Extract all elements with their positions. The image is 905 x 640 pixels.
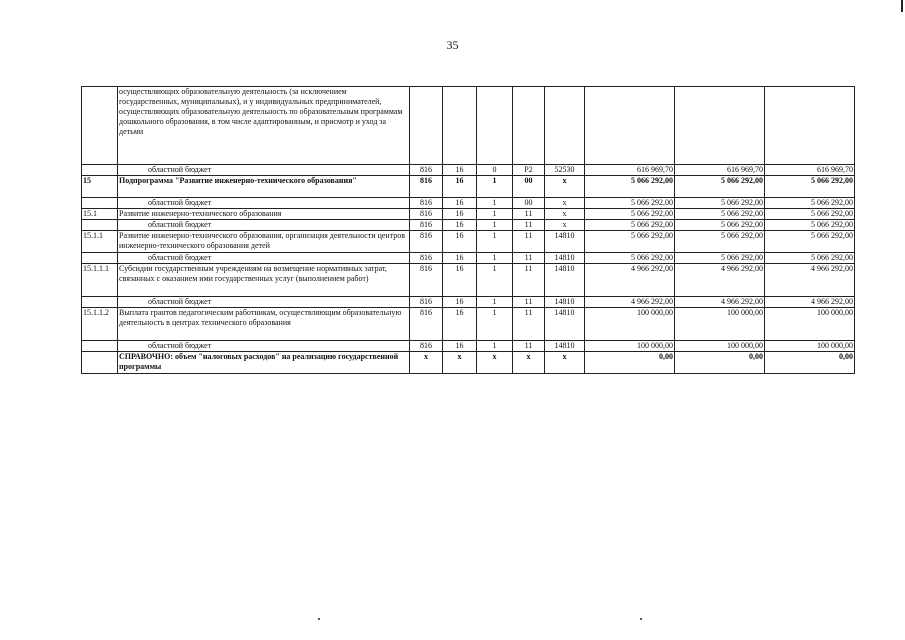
code-program-cell: 11 (513, 264, 545, 297)
description-cell: областной бюджет (118, 297, 410, 308)
row-number-cell: 15.1.1.1 (82, 264, 118, 297)
description-cell: Выплата грантов педагогическим работникам, осуществляющим образовательную деятельность в центрах технического образования (118, 308, 410, 341)
amount-year1-cell: 5 066 292,00 (585, 176, 675, 198)
code-section-cell: 16 (443, 165, 477, 176)
amount-year2-cell: 0,00 (675, 352, 765, 374)
scan-speck (318, 618, 320, 620)
code-program-cell: 11 (513, 253, 545, 264)
code-section-cell: 16 (443, 220, 477, 231)
amount-year2-cell: 5 066 292,00 (675, 198, 765, 209)
code-program-cell: 11 (513, 209, 545, 220)
code-ministry-cell: 816 (410, 264, 443, 297)
row-number-cell (82, 352, 118, 374)
code-section-cell (443, 87, 477, 165)
table-row (82, 253, 855, 264)
code-ministry-cell: 816 (410, 308, 443, 341)
amount-year2-cell: 5 066 292,00 (675, 253, 765, 264)
code-section-cell: 16 (443, 264, 477, 297)
amount-year3-cell: 100 000,00 (765, 341, 855, 352)
table-row (82, 231, 855, 253)
description-cell: областной бюджет (118, 341, 410, 352)
row-number-cell (82, 198, 118, 209)
code-program-cell: 00 (513, 176, 545, 198)
code-subsection-cell: 1 (477, 220, 513, 231)
code-direction-cell: x (545, 220, 585, 231)
code-subsection-cell: 1 (477, 341, 513, 352)
table-row (82, 87, 855, 165)
code-subsection-cell: 1 (477, 209, 513, 220)
amount-year1-cell: 5 066 292,00 (585, 198, 675, 209)
description-cell: Подпрограмма "Развитие инженерно-технического образования" (118, 176, 410, 198)
code-ministry-cell: 816 (410, 231, 443, 253)
row-number-cell (82, 297, 118, 308)
amount-year1-cell: 5 066 292,00 (585, 209, 675, 220)
code-subsection-cell: 1 (477, 264, 513, 297)
code-subsection-cell: 1 (477, 231, 513, 253)
amount-year3-cell: 4 966 292,00 (765, 264, 855, 297)
amount-year2-cell: 5 066 292,00 (675, 231, 765, 253)
code-section-cell: 16 (443, 341, 477, 352)
description-cell: Развитие инженерно-технического образования, организация деятельности центров инженерно-технического образования детей (118, 231, 410, 253)
description-cell: областной бюджет (118, 198, 410, 209)
code-direction-cell: x (545, 352, 585, 374)
amount-year2-cell: 616 969,70 (675, 165, 765, 176)
budget-table-body (82, 87, 855, 374)
code-section-cell: 16 (443, 176, 477, 198)
code-section-cell: 16 (443, 297, 477, 308)
description-cell: областной бюджет (118, 220, 410, 231)
code-section-cell: 16 (443, 253, 477, 264)
amount-year3-cell: 5 066 292,00 (765, 176, 855, 198)
amount-year3-cell: 5 066 292,00 (765, 231, 855, 253)
code-direction-cell: 14810 (545, 264, 585, 297)
code-ministry-cell: 816 (410, 165, 443, 176)
code-ministry-cell: 816 (410, 198, 443, 209)
amount-year2-cell (675, 87, 765, 165)
amount-year1-cell: 4 966 292,00 (585, 264, 675, 297)
amount-year3-cell: 616 969,70 (765, 165, 855, 176)
amount-year2-cell: 4 966 292,00 (675, 264, 765, 297)
code-program-cell: 11 (513, 297, 545, 308)
table-row (82, 176, 855, 198)
code-program-cell: 11 (513, 341, 545, 352)
code-subsection-cell: 0 (477, 165, 513, 176)
table-row (82, 352, 855, 374)
amount-year3-cell: 5 066 292,00 (765, 253, 855, 264)
amount-year1-cell (585, 87, 675, 165)
code-section-cell: x (443, 352, 477, 374)
code-program-cell: x (513, 352, 545, 374)
code-direction-cell: 14810 (545, 231, 585, 253)
code-subsection-cell (477, 87, 513, 165)
code-direction-cell: 14810 (545, 308, 585, 341)
scan-edge-mark (901, 0, 903, 12)
amount-year1-cell: 100 000,00 (585, 341, 675, 352)
code-subsection-cell: 1 (477, 198, 513, 209)
description-cell: СПРАВОЧНО: объем "налоговых расходов" на реализацию государственной программы (118, 352, 410, 374)
description-cell: Развитие инженерно-технического образования (118, 209, 410, 220)
code-program-cell: 00 (513, 198, 545, 209)
code-direction-cell: x (545, 198, 585, 209)
code-program-cell: P2 (513, 165, 545, 176)
code-direction-cell: 14810 (545, 253, 585, 264)
code-section-cell: 16 (443, 209, 477, 220)
amount-year3-cell: 4 966 292,00 (765, 297, 855, 308)
code-direction-cell: x (545, 209, 585, 220)
page-number: 35 (446, 38, 459, 52)
code-ministry-cell: 816 (410, 209, 443, 220)
table-row (82, 341, 855, 352)
amount-year3-cell: 5 066 292,00 (765, 220, 855, 231)
code-direction-cell (545, 87, 585, 165)
row-number-cell: 15.1.1.2 (82, 308, 118, 341)
row-number-cell (82, 253, 118, 264)
amount-year2-cell: 5 066 292,00 (675, 209, 765, 220)
amount-year1-cell: 5 066 292,00 (585, 253, 675, 264)
code-ministry-cell: 816 (410, 176, 443, 198)
code-direction-cell: 14810 (545, 297, 585, 308)
code-subsection-cell: x (477, 352, 513, 374)
code-ministry-cell: 816 (410, 297, 443, 308)
row-number-cell: 15.1.1 (82, 231, 118, 253)
scan-speck (640, 618, 642, 620)
code-subsection-cell: 1 (477, 308, 513, 341)
table-row (82, 198, 855, 209)
code-program-cell: 11 (513, 220, 545, 231)
code-ministry-cell: 816 (410, 341, 443, 352)
amount-year2-cell: 100 000,00 (675, 341, 765, 352)
table-row (82, 209, 855, 220)
row-number-cell (82, 220, 118, 231)
code-subsection-cell: 1 (477, 253, 513, 264)
table-row (82, 220, 855, 231)
row-number-cell (82, 165, 118, 176)
code-program-cell: 11 (513, 231, 545, 253)
row-number-cell (82, 87, 118, 165)
amount-year1-cell: 100 000,00 (585, 308, 675, 341)
description-cell: Субсидии государственным учреждениям на возмещение нормативных затрат, связанных с оказанием ими государственных услуг (выполнением работ) (118, 264, 410, 297)
amount-year1-cell: 4 966 292,00 (585, 297, 675, 308)
budget-table (81, 86, 855, 374)
description-cell: осуществляющих образовательную деятельность (за исключением государственных, муниципальных), и у индивидуальных предпринимателей, осуществляющих образовательную деятельность по образовательным программам дошкольного образования, в том числе адаптированным, и присмотр и уход за детьми (118, 87, 410, 165)
amount-year1-cell: 5 066 292,00 (585, 231, 675, 253)
code-section-cell: 16 (443, 308, 477, 341)
amount-year2-cell: 5 066 292,00 (675, 220, 765, 231)
amount-year1-cell: 0,00 (585, 352, 675, 374)
code-subsection-cell: 1 (477, 176, 513, 198)
row-number-cell (82, 341, 118, 352)
code-subsection-cell: 1 (477, 297, 513, 308)
code-ministry-cell: 816 (410, 220, 443, 231)
amount-year1-cell: 5 066 292,00 (585, 220, 675, 231)
amount-year3-cell (765, 87, 855, 165)
code-ministry-cell: 816 (410, 253, 443, 264)
table-row (82, 297, 855, 308)
code-direction-cell: 14810 (545, 341, 585, 352)
code-program-cell (513, 87, 545, 165)
row-number-cell: 15.1 (82, 209, 118, 220)
amount-year3-cell: 100 000,00 (765, 308, 855, 341)
amount-year3-cell: 5 066 292,00 (765, 209, 855, 220)
code-program-cell: 11 (513, 308, 545, 341)
amount-year2-cell: 100 000,00 (675, 308, 765, 341)
code-direction-cell: 52530 (545, 165, 585, 176)
code-direction-cell: x (545, 176, 585, 198)
amount-year2-cell: 4 966 292,00 (675, 297, 765, 308)
table-row (82, 165, 855, 176)
row-number-cell: 15 (82, 176, 118, 198)
table-row (82, 264, 855, 297)
code-ministry-cell: x (410, 352, 443, 374)
table-row (82, 308, 855, 341)
code-section-cell: 16 (443, 231, 477, 253)
code-section-cell: 16 (443, 198, 477, 209)
amount-year3-cell: 5 066 292,00 (765, 198, 855, 209)
amount-year2-cell: 5 066 292,00 (675, 176, 765, 198)
description-cell: областной бюджет (118, 253, 410, 264)
description-cell: областной бюджет (118, 165, 410, 176)
code-ministry-cell (410, 87, 443, 165)
amount-year3-cell: 0,00 (765, 352, 855, 374)
amount-year1-cell: 616 969,70 (585, 165, 675, 176)
